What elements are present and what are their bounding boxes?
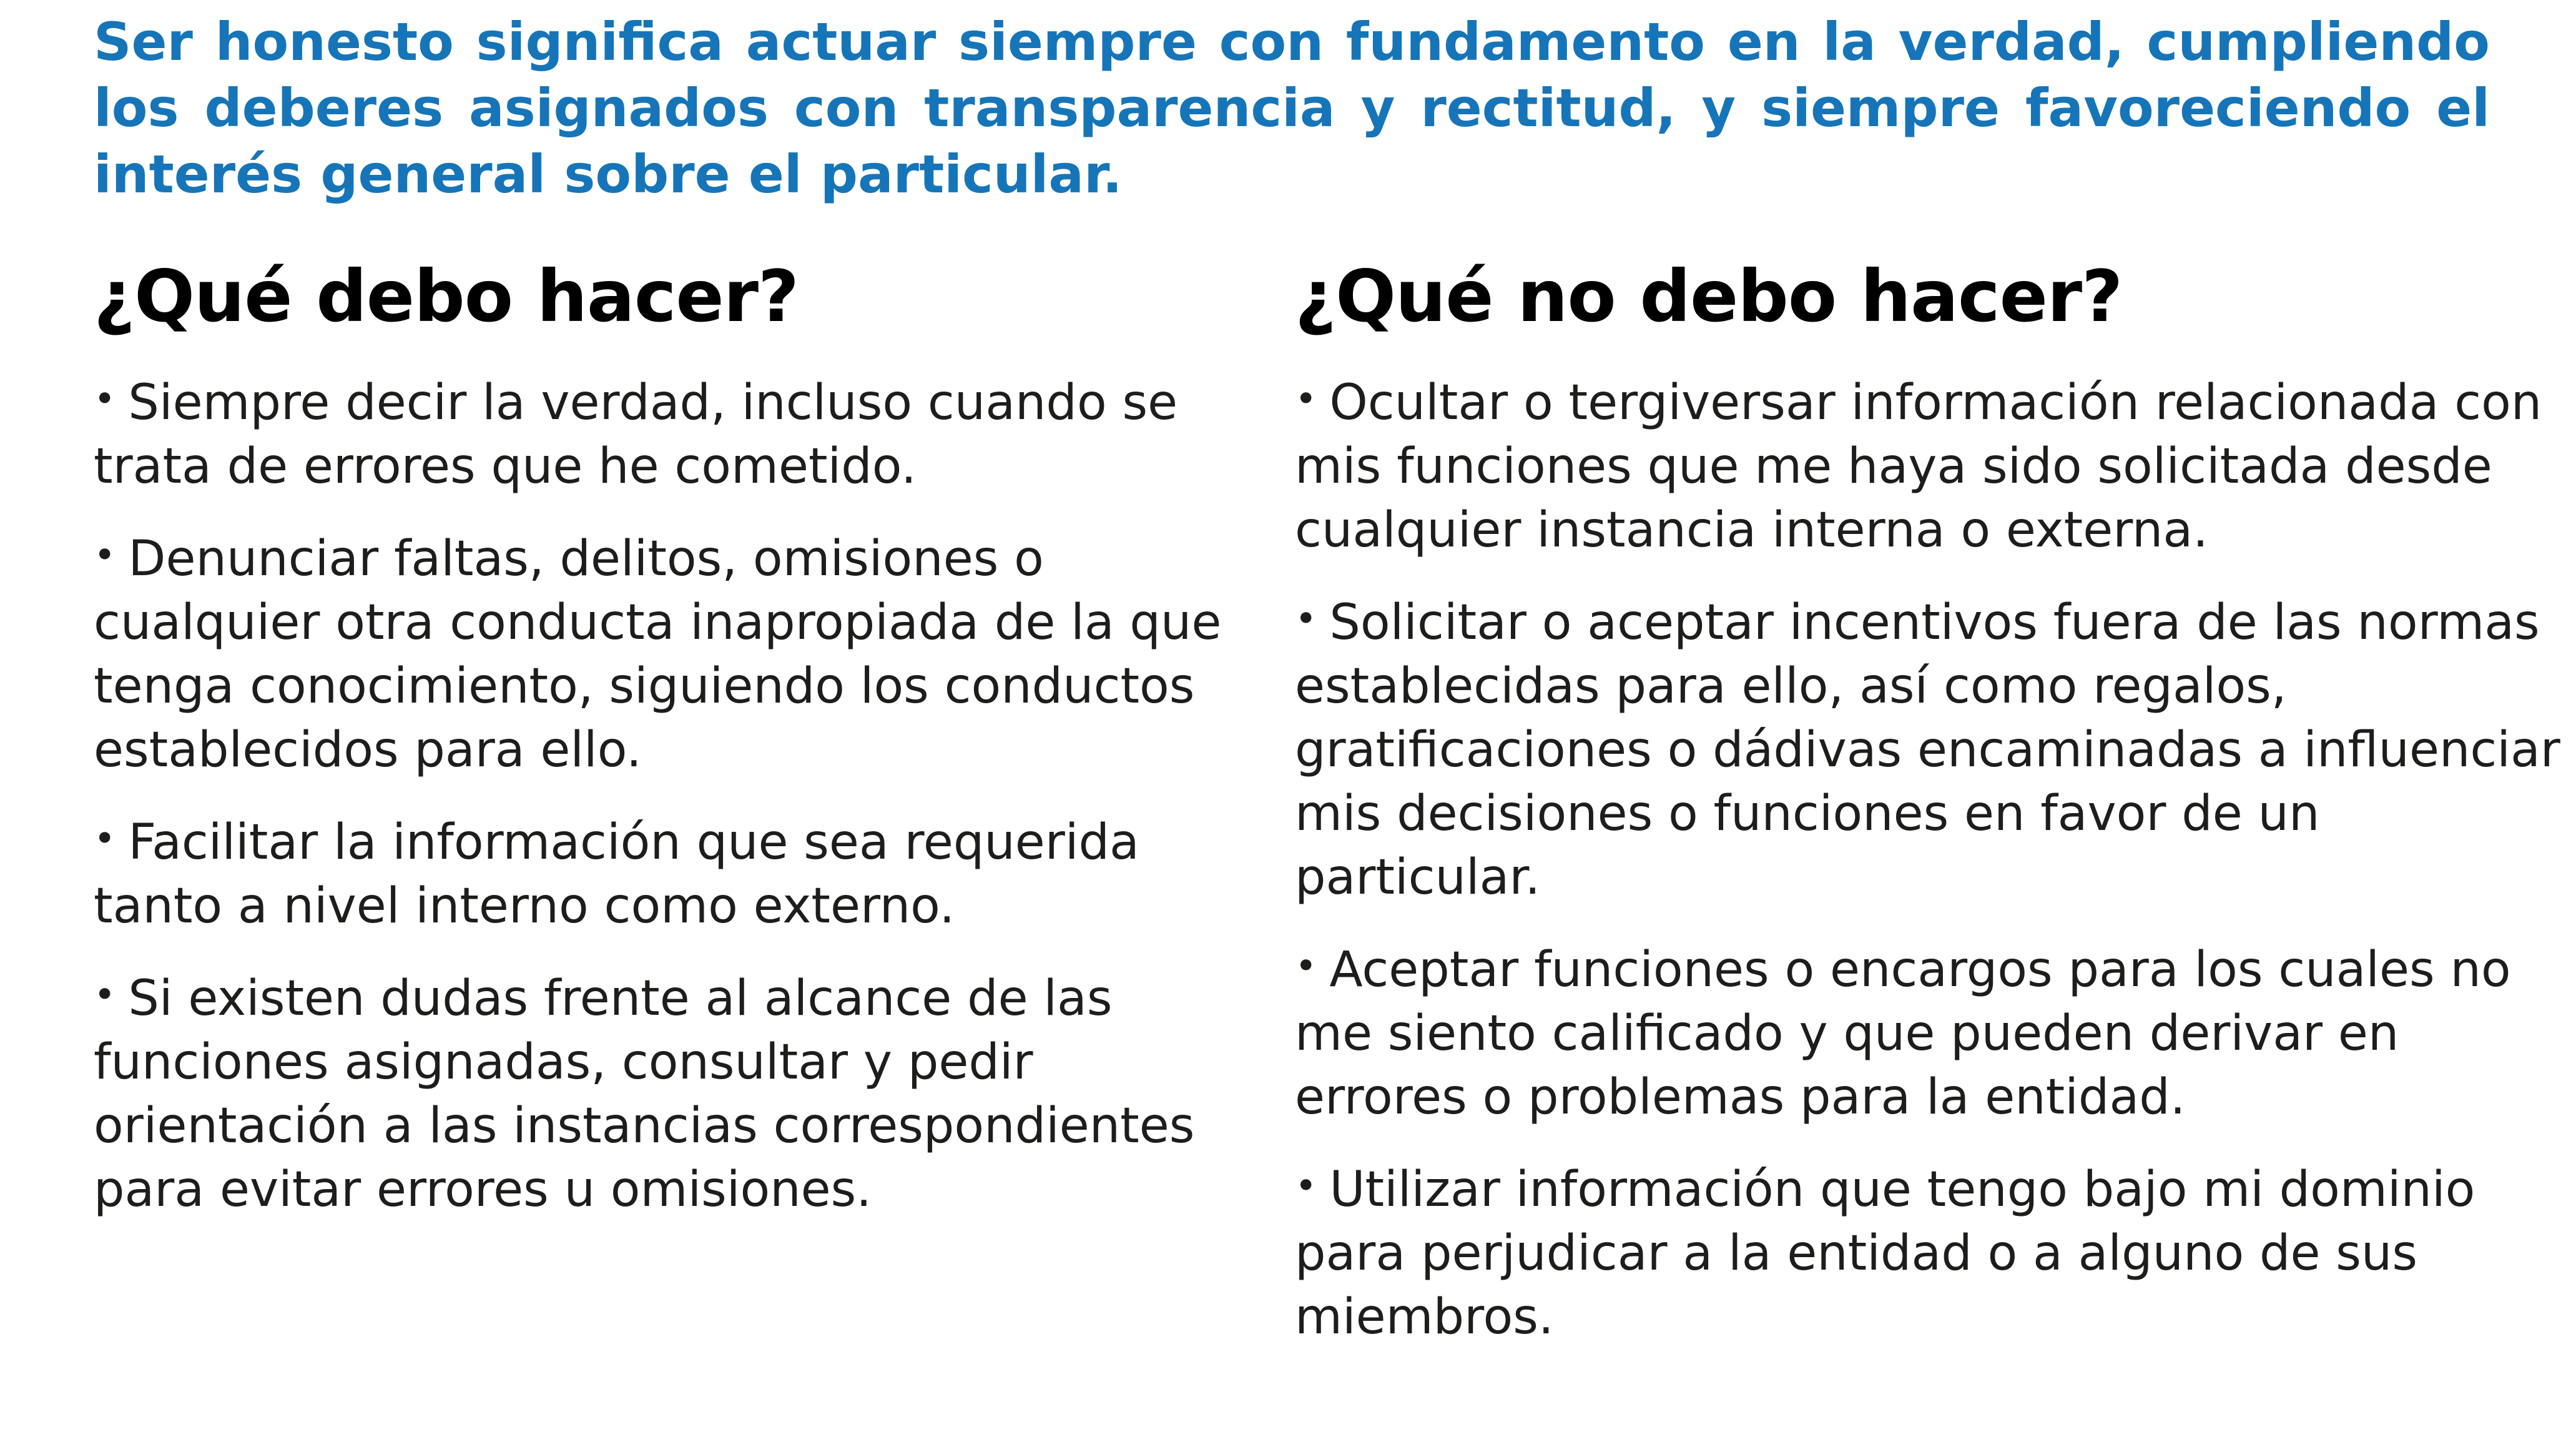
- dont-list-item: [1295, 591, 2562, 909]
- do-list-item: [94, 811, 1255, 938]
- dont-heading: ¿Qué no debo hacer?: [1295, 255, 2123, 338]
- dont-section: [1295, 250, 2562, 1378]
- dont-list: [1295, 371, 2562, 1349]
- do-item-text: Si existen dudas frente al alcance de las funciones asignadas, consultar y pedir orientación a las instancias correspondientes para evitar errores u omisiones.: [94, 970, 1195, 1218]
- do-item-text: Facilitar la información que sea requerida tanto a nivel interno como externo.: [94, 814, 1139, 934]
- do-item-text: Siempre decir la verdad, incluso cuando se trata de errores que he cometido.: [94, 375, 1178, 495]
- dont-item-text: Ocultar o tergiversar información relacionada con mis funciones que me haya sido solicitada desde cualquier instancia interna o externa.: [1295, 375, 2542, 558]
- dont-item-text: Utilizar información que tengo bajo mi dominio para perjudicar a la entidad o a alguno de sus miembros.: [1295, 1162, 2475, 1345]
- dont-item-text: Solicitar o aceptar incentivos fuera de las normas establecidas para ello, así como regalos, gratificaciones o dádivas encaminadas a influenciar mis decisiones o funciones en favor de un particular.: [1295, 595, 2560, 906]
- bullet-icon: •: [94, 973, 116, 1017]
- bullet-icon: •: [94, 377, 116, 421]
- bullet-icon: •: [94, 533, 116, 577]
- bullet-icon: •: [1295, 597, 1317, 641]
- intro-paragraph: Ser honesto significa actuar siempre con fundamento en la verdad, cumpliendo los deberes asignados con transparencia y rectitud, y siempre favoreciendo el interés general sobre el particular.: [94, 11, 2490, 205]
- bullet-icon: •: [1295, 1164, 1317, 1208]
- do-list-item: [94, 527, 1255, 782]
- do-item-text: Denunciar faltas, delitos, omisiones o cualquier otra conducta inapropiada de la que tenga conocimiento, siguiendo los conductos establecidos para ello.: [94, 531, 1222, 778]
- dont-list-item: [1295, 1158, 2562, 1349]
- bullet-icon: •: [94, 817, 116, 861]
- do-list: [94, 371, 1255, 1222]
- do-heading: ¿Qué debo hacer?: [94, 255, 799, 338]
- bullet-icon: •: [1295, 377, 1317, 421]
- dont-list-item: [1295, 371, 2562, 562]
- dont-item-text: Aceptar funciones o encargos para los cuales no me siento calificado y que pueden derivar en errores o problemas para la entidad.: [1295, 942, 2511, 1125]
- do-list-item: [94, 371, 1255, 498]
- bullet-icon: •: [1295, 944, 1317, 988]
- dont-list-item: [1295, 938, 2562, 1129]
- do-list-item: [94, 967, 1255, 1222]
- do-section: [94, 250, 1255, 1250]
